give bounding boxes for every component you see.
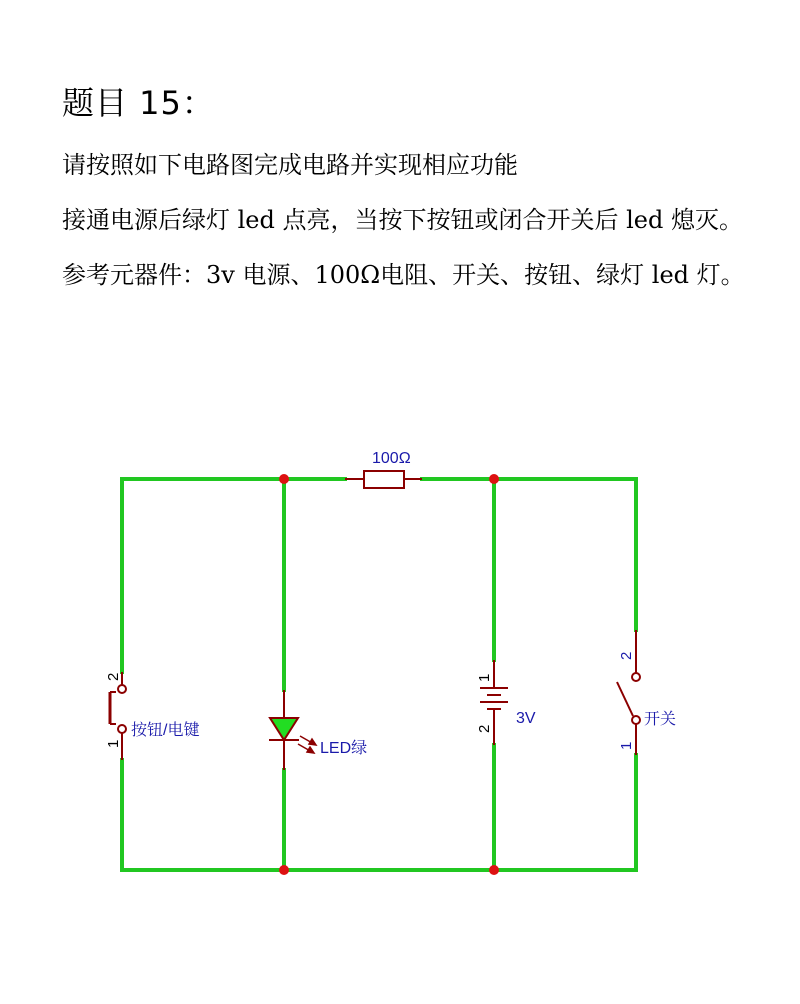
behavior-description: 接通电源后绿灯 led 点亮，当按下按钮或闭合开关后 led 熄灭。	[62, 206, 743, 234]
led-label: LED绿	[320, 740, 368, 757]
battery-pin-2: 2	[476, 724, 493, 733]
button-contact-bottom	[118, 725, 126, 733]
battery-pin-1: 1	[476, 673, 493, 682]
wires	[122, 479, 636, 870]
node-top-battery	[489, 474, 499, 484]
node-top-led	[279, 474, 289, 484]
node-bottom-led	[279, 865, 289, 875]
battery-label: 3V	[516, 710, 536, 727]
switch-pin-1: 1	[618, 741, 635, 750]
resistor-body	[364, 471, 404, 488]
junction-nodes	[279, 474, 499, 875]
button-label: 按钮/电键	[131, 722, 200, 739]
switch-pin-2: 2	[618, 651, 635, 660]
led-triangle	[270, 718, 298, 740]
resistor	[345, 471, 422, 488]
led	[269, 690, 316, 770]
switch-lever	[617, 682, 633, 716]
button-pin-1: 1	[105, 739, 122, 748]
resistor-label: 100Ω	[372, 450, 411, 467]
switch-contact-top	[632, 673, 640, 681]
node-bottom-battery	[489, 865, 499, 875]
led-light-arrows-icon	[298, 736, 316, 753]
switch-label: 开关	[644, 711, 677, 728]
button-pin-2: 2	[105, 672, 122, 681]
button-contact-top	[118, 685, 126, 693]
component-list: 参考元器件：3v 电源、100Ω电阻、开关、按钮、绿灯 led 灯。	[62, 261, 745, 289]
instruction-line: 请按照如下电路图完成电路并实现相应功能	[62, 151, 518, 179]
switch-contact-bottom	[632, 716, 640, 724]
question-title: 题目 15：	[62, 84, 215, 122]
toggle-switch	[617, 630, 640, 755]
